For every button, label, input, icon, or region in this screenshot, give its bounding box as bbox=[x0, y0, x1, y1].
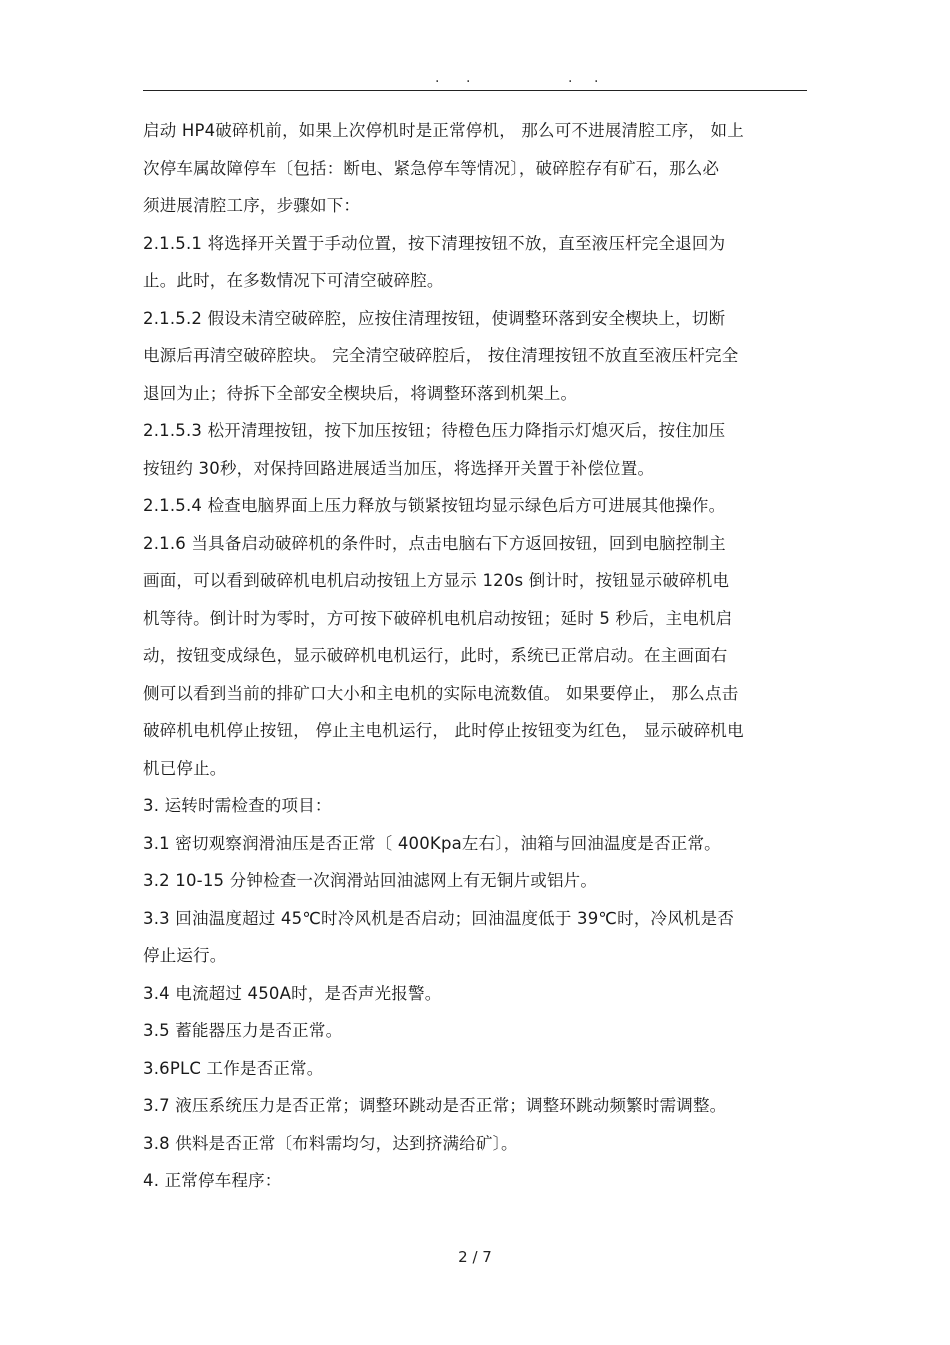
text-line: 2.1.5.2 假设未清空破碎腔，应按住清理按钮，使调整环落到安全楔块上，切断 bbox=[143, 308, 726, 328]
header-dot: . bbox=[435, 70, 440, 86]
text-line: 须进展清腔工序，步骤如下： bbox=[143, 196, 361, 215]
text-line: 停止运行。 bbox=[143, 946, 227, 965]
header-dot: . bbox=[568, 70, 573, 86]
text-line: 3.1 密切观察润滑油压是否正常〔 400Kpa左右〕，油箱与回油温度是否正常。 bbox=[143, 833, 721, 853]
text-line: 电源后再清空破碎腔块。 完全清空破碎腔后， 按住清理按钮不放直至液压杆完全 bbox=[143, 346, 739, 365]
text-line: 3. 运转时需检查的项目： bbox=[143, 796, 332, 815]
text-line: 动，按钮变成绿色，显示破碎机电机运行，此时，系统已正常启动。在主画面右 bbox=[143, 646, 728, 665]
text-line: 3.6PLC 工作是否正常。 bbox=[143, 1058, 324, 1078]
text-line: 侧可以看到当前的排矿口大小和主电机的实际电流数值。 如果要停止， 那么点击 bbox=[143, 683, 739, 703]
header-dot: . bbox=[594, 70, 599, 86]
text-line: 机已停止。 bbox=[143, 758, 227, 778]
text-line: 2.1.5.4 检查电脑界面上压力释放与锁紧按钮均显示绿色后方可进展其他操作。 bbox=[143, 496, 726, 515]
text-line: 次停车属故障停车〔包括：断电、紧急停车等情况〕，破碎腔存有矿石，那么必 bbox=[143, 158, 720, 178]
text-line: 2.1.5.3 松开清理按钮，按下加压按钮；待橙色压力降指示灯熄灭后，按住加压 bbox=[143, 421, 726, 440]
text-line: 破碎机电机停止按钮， 停止主电机运行， 此时停止按钮变为红色， 显示破碎机电 bbox=[143, 721, 744, 740]
text-line: 4. 正常停车程序： bbox=[143, 1171, 282, 1190]
text-line: 2.1.5.1 将选择开关置于手动位置，按下清理按钮不放，直至液压杆完全退回为 bbox=[143, 233, 726, 253]
text-line: 画面，可以看到破碎机电机启动按钮上方显示 120s 倒计时，按钮显示破碎机电 bbox=[143, 571, 730, 590]
text-line: 3.4 电流超过 450A时，是否声光报警。 bbox=[143, 983, 442, 1003]
page-number: 2 / 7 bbox=[458, 1248, 492, 1266]
document-body bbox=[143, 112, 808, 1200]
header-dots bbox=[0, 70, 950, 90]
text-line: 3.2 10-15 分钟检查一次润滑站回油滤网上有无铜片或铝片。 bbox=[143, 871, 598, 890]
text-line: 退回为止；待拆下全部安全楔块后，将调整环落到机架上。 bbox=[143, 383, 578, 403]
text-line: 机等待。倒计时为零时，方可按下破碎机电机启动按钮；延时 5 秒后，主电机启 bbox=[143, 608, 733, 628]
text-line: 3.3 回油温度超过 45℃时冷风机是否启动；回油温度低于 39℃时，冷风机是否 bbox=[143, 908, 735, 928]
text-line: 3.5 蓄能器压力是否正常。 bbox=[143, 1021, 343, 1040]
header-rule bbox=[143, 90, 807, 91]
text-line: 3.8 供料是否正常〔布料需均匀，达到挤满给矿〕。 bbox=[143, 1133, 518, 1153]
text-line: 止。此时，在多数情况下可清空破碎腔。 bbox=[143, 271, 444, 290]
header-dot: . bbox=[466, 70, 471, 86]
text-line: 2.1.6 当具备启动破碎机的条件时，点击电脑右下方返回按钮，回到电脑控制主 bbox=[143, 533, 726, 553]
text-line: 按钮约 30秒，对保持回路进展适当加压，将选择开关置于补偿位置。 bbox=[143, 458, 655, 478]
text-line: 3.7 液压系统压力是否正常；调整环跳动是否正常；调整环跳动频繁时需调整。 bbox=[143, 1096, 727, 1115]
text-line: 启动 HP4破碎机前，如果上次停机时是正常停机， 那么可不进展清腔工序， 如上 bbox=[143, 121, 744, 140]
